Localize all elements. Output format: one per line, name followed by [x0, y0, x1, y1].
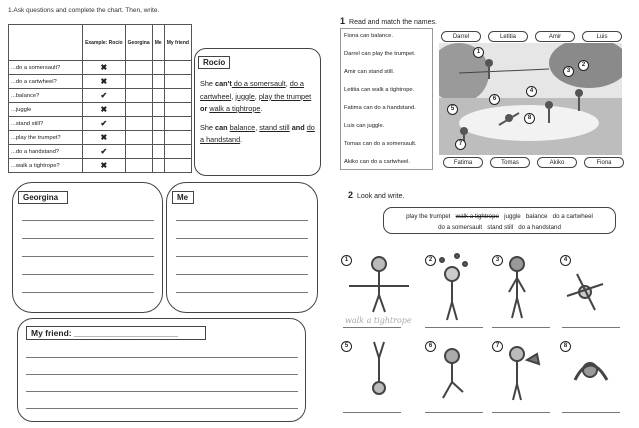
chart-cell[interactable] [152, 75, 164, 89]
chart-cell[interactable] [152, 145, 164, 159]
park-illustration [439, 43, 622, 155]
picture-number: 4 [560, 255, 571, 266]
georgina-label: Georgina [18, 191, 68, 204]
name-tag-fiona[interactable]: Fiona [584, 157, 624, 168]
exercise2-title: 2 Look and write. [348, 190, 405, 200]
picture-number: 5 [447, 104, 458, 115]
table-row [9, 89, 192, 103]
chart-mark: ✔ [83, 117, 126, 131]
table-row [9, 117, 192, 131]
name-tag-tomas[interactable]: Tomas [490, 157, 530, 168]
sentence: Letitia can walk a tightrope. [344, 87, 415, 93]
table-row [9, 131, 192, 145]
chart-header-example: Example: Rocío [83, 25, 126, 61]
chart-cell[interactable] [125, 145, 152, 159]
chart-cell[interactable] [125, 159, 152, 173]
sentence-box [340, 28, 433, 170]
chart-mark: ✖ [83, 61, 126, 75]
chart-cell[interactable] [152, 89, 164, 103]
rocio-text [200, 78, 318, 147]
chart-cell[interactable] [125, 61, 152, 75]
table-row [9, 103, 192, 117]
chart-cell[interactable] [125, 131, 152, 145]
name-tag-akiko[interactable]: Akiko [537, 157, 577, 168]
chart-cell[interactable] [164, 61, 191, 75]
picture-number: 4 [526, 86, 537, 97]
chart-header-me: Me [152, 25, 164, 61]
chart-cell[interactable] [164, 145, 191, 159]
rocio-label: Rocío [198, 56, 230, 69]
sentence: Darrel can play the trumpet. [344, 51, 416, 57]
picture-number: 8 [560, 341, 571, 352]
chart-header-georgina: Georgina [125, 25, 152, 61]
name-tag-amir[interactable]: Amir [535, 31, 575, 42]
chart-cell[interactable] [152, 131, 164, 145]
chart-question: ...juggle [9, 103, 83, 117]
sentence: Fatima can do a handstand. [344, 105, 416, 111]
picture-number: 7 [455, 139, 466, 150]
table-row [9, 61, 192, 75]
name-tag-darrel[interactable]: Darrel [441, 31, 481, 42]
chart-question: ...balance? [9, 89, 83, 103]
word-bank-line2: do a somersault stand still do a handstand [438, 224, 561, 231]
name-tag-fatima[interactable]: Fatima [443, 157, 483, 168]
chart-question: ...stand still? [9, 117, 83, 131]
sentence: Tomas can do a somersault. [344, 141, 417, 147]
chart-question: ...walk a tightrope? [9, 159, 83, 173]
chart-mark: ✖ [83, 131, 126, 145]
picture-number: 3 [563, 66, 574, 77]
chart-cell[interactable] [164, 75, 191, 89]
chart-cell[interactable] [152, 61, 164, 75]
picture-number: 1 [473, 47, 484, 58]
picture-number: 3 [492, 255, 503, 266]
picture-number: 1 [341, 255, 352, 266]
me-label: Me [172, 191, 194, 204]
example-answer: walk a tightrope [345, 316, 412, 325]
word-bank [383, 207, 616, 234]
chart-mark: ✖ [83, 75, 126, 89]
picture-number: 6 [425, 341, 436, 352]
chart-header-row [9, 25, 192, 61]
name-tag-letitia[interactable]: Letitia [488, 31, 528, 42]
chart-cell[interactable] [164, 117, 191, 131]
chart-header-friend: My friend [164, 25, 191, 61]
chart-mark: ✔ [83, 145, 126, 159]
sentence: Luis can juggle. [344, 123, 385, 129]
table-row [9, 75, 192, 89]
chart-question: ...do a cartwheel? [9, 75, 83, 89]
chart-cell[interactable] [125, 103, 152, 117]
picture-number: 2 [578, 60, 589, 71]
chart-corner [9, 25, 83, 61]
chart-mark: ✖ [83, 103, 126, 117]
table-row [9, 159, 192, 173]
sentence: Akiko can do a cartwheel. [344, 159, 411, 165]
chart-cell[interactable] [164, 159, 191, 173]
ability-chart [8, 24, 192, 173]
picture-number: 5 [341, 341, 352, 352]
chart-question: ...do a handstand? [9, 145, 83, 159]
chart-cell[interactable] [125, 75, 152, 89]
word-bank-line1: play the trumpet walk a tightrope juggle balance do a cartwheel [406, 213, 593, 220]
sentence: Amir can stand still. [344, 69, 395, 75]
name-tag-luis[interactable]: Luis [582, 31, 622, 42]
sentence: Fiona can balance. [344, 33, 393, 39]
picture-number: 2 [425, 255, 436, 266]
table-row [9, 145, 192, 159]
chart-cell[interactable] [164, 89, 191, 103]
chart-cell[interactable] [164, 103, 191, 117]
chart-question: ...do a somersault? [9, 61, 83, 75]
chart-cell[interactable] [152, 103, 164, 117]
chart-cell[interactable] [152, 117, 164, 131]
chart-cell[interactable] [125, 117, 152, 131]
instructions: 1.Ask questions and complete the chart. Then, write. [8, 7, 160, 14]
chart-cell[interactable] [152, 159, 164, 173]
friend-label: My friend: ______________________ [26, 326, 206, 340]
exercise1-title: 1 Read and match the names. [340, 16, 437, 26]
picture-number: 8 [524, 113, 535, 124]
chart-mark: ✖ [83, 159, 126, 173]
rocio-cant-paragraph: She can't do a somersault, do a cartwheel, juggle, play the trumpet or walk a tightrope. [200, 79, 312, 113]
chart-mark: ✔ [83, 89, 126, 103]
picture-number: 6 [489, 94, 500, 105]
chart-cell[interactable] [125, 89, 152, 103]
kids-row-2 [345, 340, 625, 405]
rocio-can-paragraph: She can balance, stand still and do a handstand. [200, 122, 315, 144]
chart-cell[interactable] [164, 131, 191, 145]
picture-number: 7 [492, 341, 503, 352]
chart-question: ...play the trumpet? [9, 131, 83, 145]
